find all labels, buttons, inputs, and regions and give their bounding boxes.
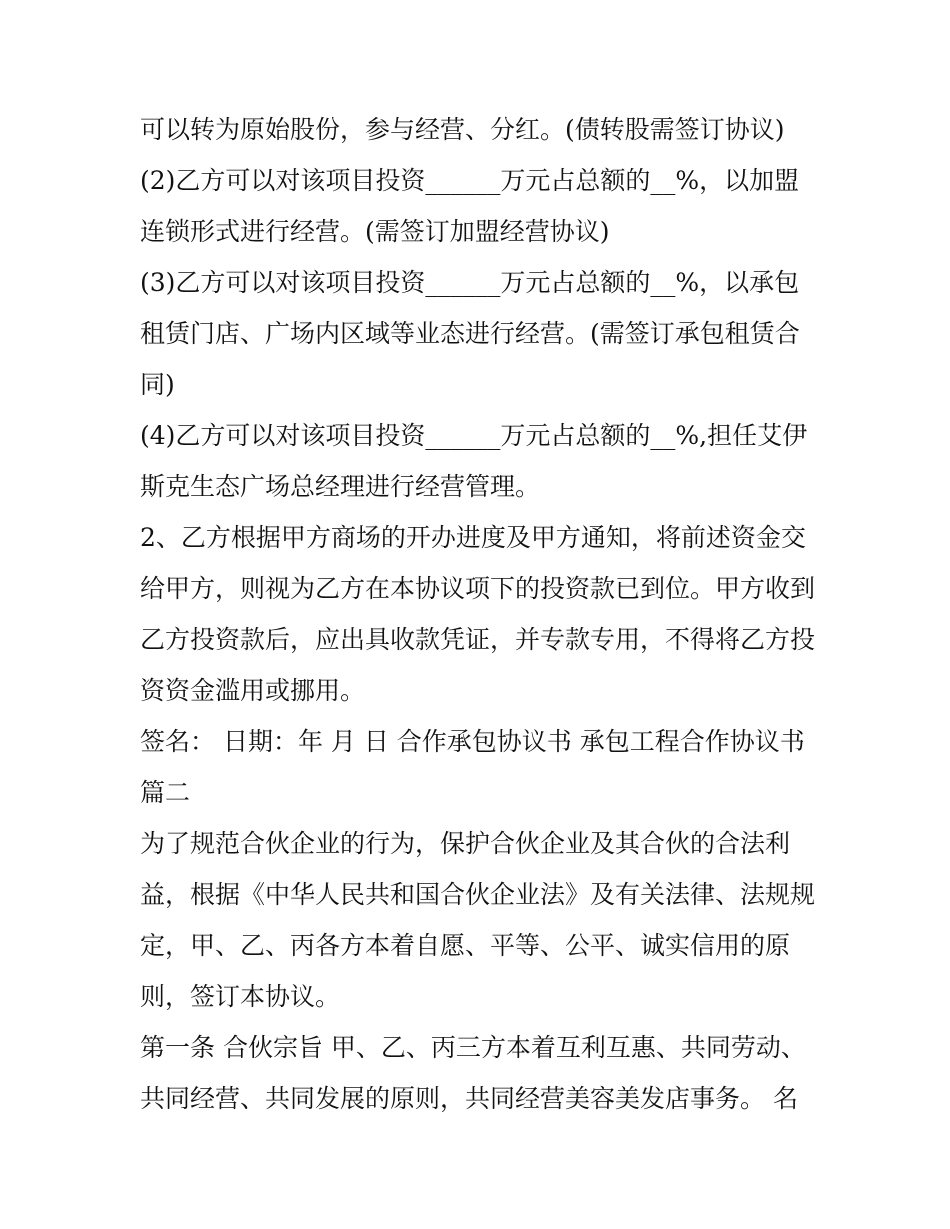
text-line: 益，根据《中华人民共和国合伙企业法》及有关法律、法规规 <box>140 880 816 909</box>
text-line: 给甲方，则视为乙方在本协议项下的投资款已到位。甲方收到 <box>140 574 816 603</box>
text-line: 斯克生态广场总经理进行经营管理。 <box>140 472 541 501</box>
text-line: 2、乙方根据甲方商场的开办进度及甲方通知，将前述资金交 <box>140 523 806 552</box>
text-line: 篇二 <box>140 778 191 807</box>
text-line: 租赁门店、广场内区域等业态进行经营。(需签订承包租赁合 <box>140 319 800 348</box>
text-line: 连锁形式进行经营。(需签订加盟经营协议) <box>140 217 610 246</box>
text-line: (4)乙方可以对该项目投资______万元占总额的__%,担任艾伊 <box>140 421 808 450</box>
text-line: 共同经营、共同发展的原则，共同经营美容美发店事务。 名 <box>140 1084 798 1113</box>
text-line: 第一条 合伙宗旨 甲、乙、丙三方本着互利互惠、共同劳动、 <box>140 1033 806 1062</box>
text-line: 签名： 日期：年 月 日 合作承包协议书 承包工程合作协议书 <box>140 727 805 756</box>
text-line: 则，签订本协议。 <box>140 982 341 1011</box>
text-line: (3)乙方可以对该项目投资______万元占总额的__%，以承包 <box>140 268 800 297</box>
text-line: 资资金滥用或挪用。 <box>140 676 366 705</box>
text-line: 为了规范合伙企业的行为，保护合伙企业及其合伙的合法利 <box>140 829 791 858</box>
document-body <box>140 104 820 1124</box>
text-line: (2)乙方可以对该项目投资______万元占总额的__%，以加盟 <box>140 166 800 195</box>
text-line: 可以转为原始股份，参与经营、分红。(债转股需签订协议) <box>140 115 785 144</box>
text-line: 同) <box>140 370 175 399</box>
text-line: 定，甲、乙、丙各方本着自愿、平等、公平、诚实信用的原 <box>140 931 791 960</box>
text-line: 乙方投资款后，应出具收款凭证，并专款专用，不得将乙方投 <box>140 625 816 654</box>
